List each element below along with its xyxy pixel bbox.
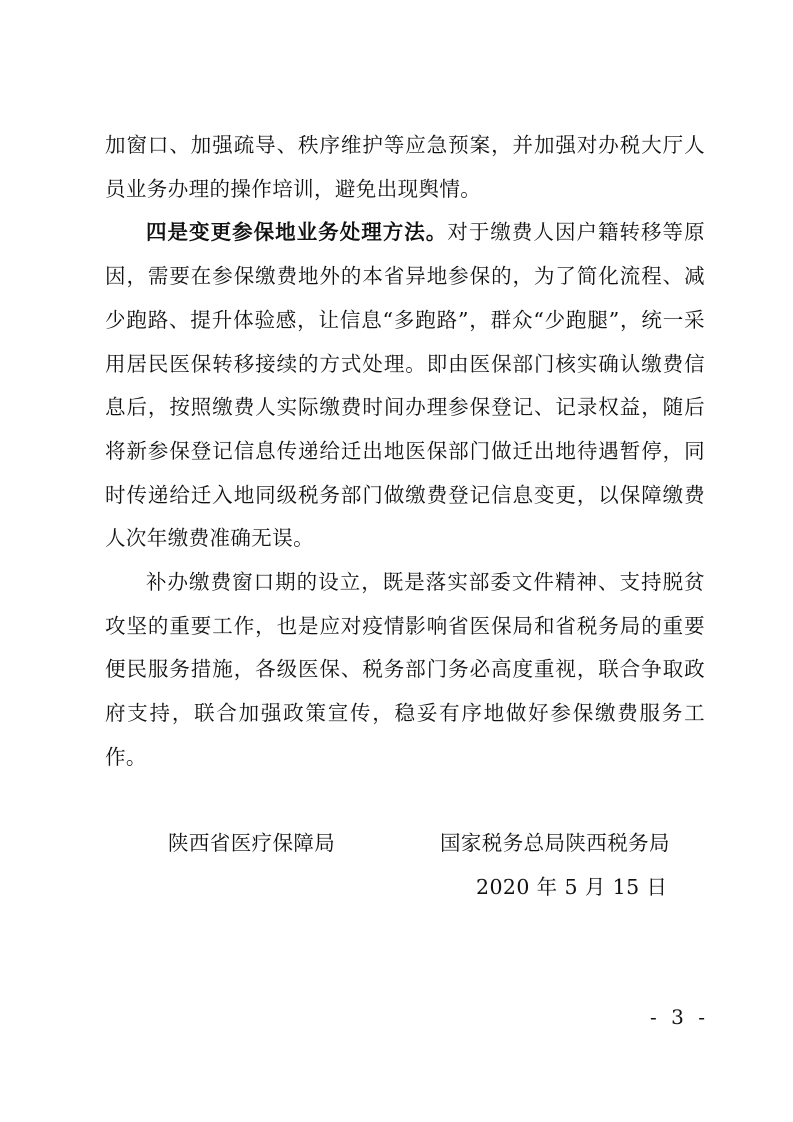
signature-right: 国家税务总局陕西税务局 [440,831,670,855]
body-text [105,124,705,780]
page-number: - 3 - [650,1005,709,1029]
signature-left: 陕西省医疗保障局 [168,831,336,855]
paragraph-lead-heading: 四是变更参保地业务处理方法。 [146,220,448,245]
paragraph-continuation: 加窗口、加强疏导、秩序维护等应急预案，并加强对办税大厅人员业务办理的操作培训，避免出现舆情。 [105,133,705,201]
paragraph-body: 对于缴费人因户籍转移等原因，需要在参保缴费地外的本省异地参保的，为了简化流程、减少跑路、提升体验感，让信息“多跑路”，群众“少跑腿”，统一采用居民医保转移接续的方式处理。即由医保部门核实确认缴费信息后，按照缴费人实际缴费时间办理参保登记、记录权益，随后将新参保登记信息传递给迁出地医保部门做迁出地待遇暂停，同时传递给迁入地同级税务部门做缴费登记信息变更，以保障缴费人次年缴费准确无误。 [105,220,705,551]
document-date: 2020 年 5 月 15 日 [476,875,668,899]
paragraph-change-insured-location [105,211,705,561]
paragraph-conclusion: 补办缴费窗口期的设立，既是落实部委文件精神、支持脱贫攻坚的重要工作，也是应对疫情影响省医保局和省税务局的重要便民服务措施，各级医保、税务部门务必高度重视，联合争取政府支持，联合加强政策宣传，稳妥有序地做好参保缴费服务工作。 [105,570,705,769]
